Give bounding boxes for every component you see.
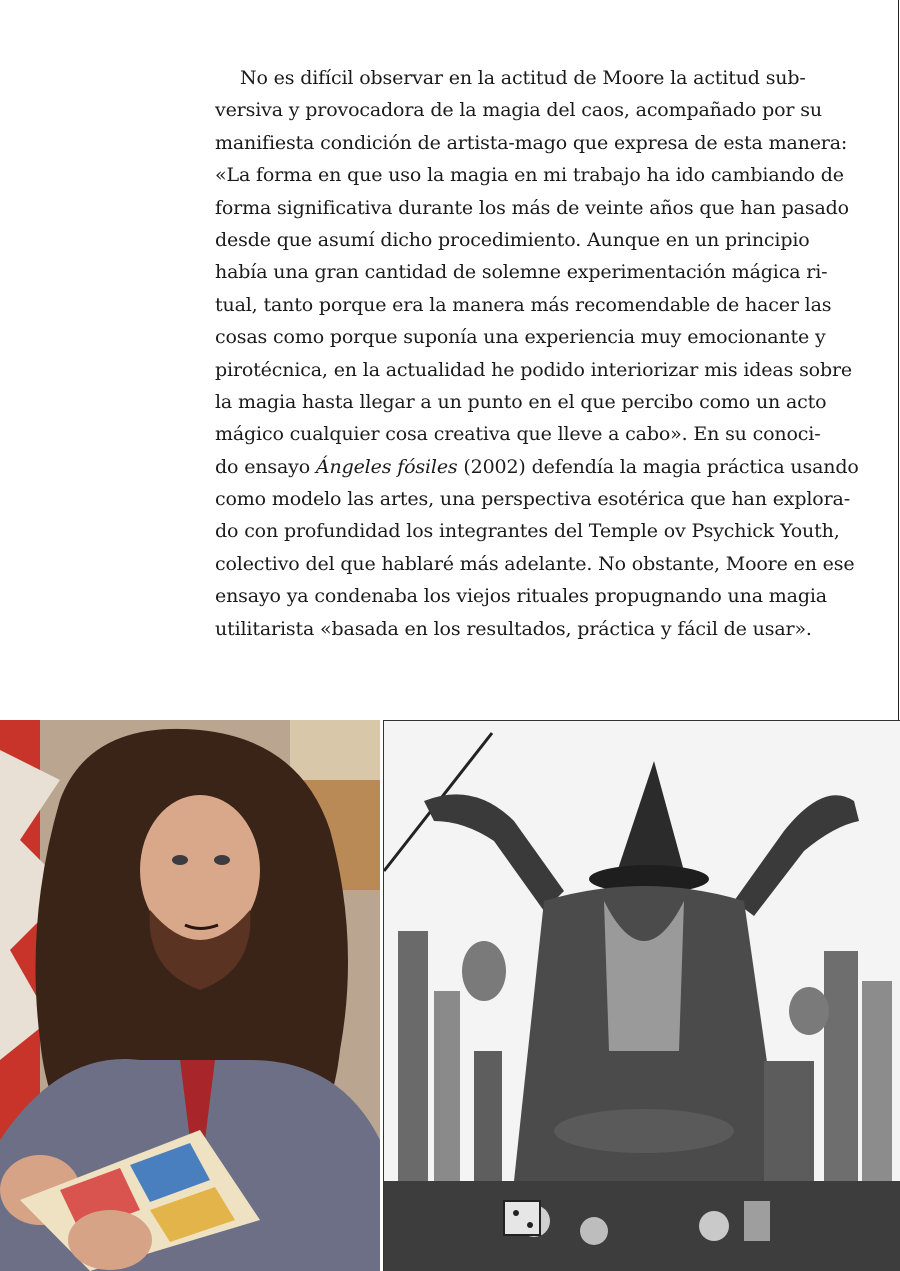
article-body (215, 62, 859, 645)
text-line: desde que asumí dicho procedimiento. Aunque en un principio (215, 228, 810, 251)
photo-row (0, 720, 900, 1271)
text-fragment: do ensayo (215, 455, 316, 478)
text-line: forma significativa durante los más de veinte años que han pasado (215, 196, 849, 219)
engraving-illustration (384, 721, 900, 1271)
page-edge-rule (898, 0, 899, 720)
text-line: cosas como porque suponía una experiencia muy emocionante y (215, 326, 826, 349)
photo-illustration (0, 720, 380, 1271)
text-line: do con profundidad los integrantes del Temple ov Psychick Youth, (215, 520, 840, 543)
text-line: como modelo las artes, una perspectiva esotérica que han explora- (215, 488, 850, 511)
engraving-wizard (383, 720, 900, 1271)
text-line: manifiesta condición de artista-mago que expresa de esta manera: (215, 131, 848, 154)
text-line: la magia hasta llegar a un punto en el que percibo como un acto (215, 390, 827, 413)
text-line: versiva y provocadora de la magia del caos, acompañado por su (215, 99, 822, 122)
text-line-with-title (215, 451, 859, 483)
text-fragment: (2002) defendía la magia práctica usando (457, 455, 859, 478)
text-line: tual, tanto porque era la manera más recomendable de hacer las (215, 293, 832, 316)
text-line: ensayo ya condenaba los viejos rituales propugnando una magia (215, 585, 827, 608)
text-line: «La forma en que uso la magia en mi trabajo ha ido cambiando de (215, 164, 844, 187)
book-title: Ángeles fósiles (315, 455, 458, 478)
text-line: mágico cualquier cosa creativa que lleve a cabo». En su conoci- (215, 423, 821, 446)
text-line: utilitarista «basada en los resultados, práctica y fácil de usar». (215, 617, 812, 640)
photo-bearded-man-with-comic (0, 720, 380, 1271)
text-line: No es difícil observar en la actitud de Moore la actitud sub- (240, 67, 806, 89)
text-line: pirotécnica, en la actualidad he podido interiorizar mis ideas sobre (215, 358, 852, 381)
text-line: había una gran cantidad de solemne experimentación mágica ri- (215, 261, 828, 284)
text-line: colectivo del que hablaré más adelante. No obstante, Moore en ese (215, 552, 855, 575)
